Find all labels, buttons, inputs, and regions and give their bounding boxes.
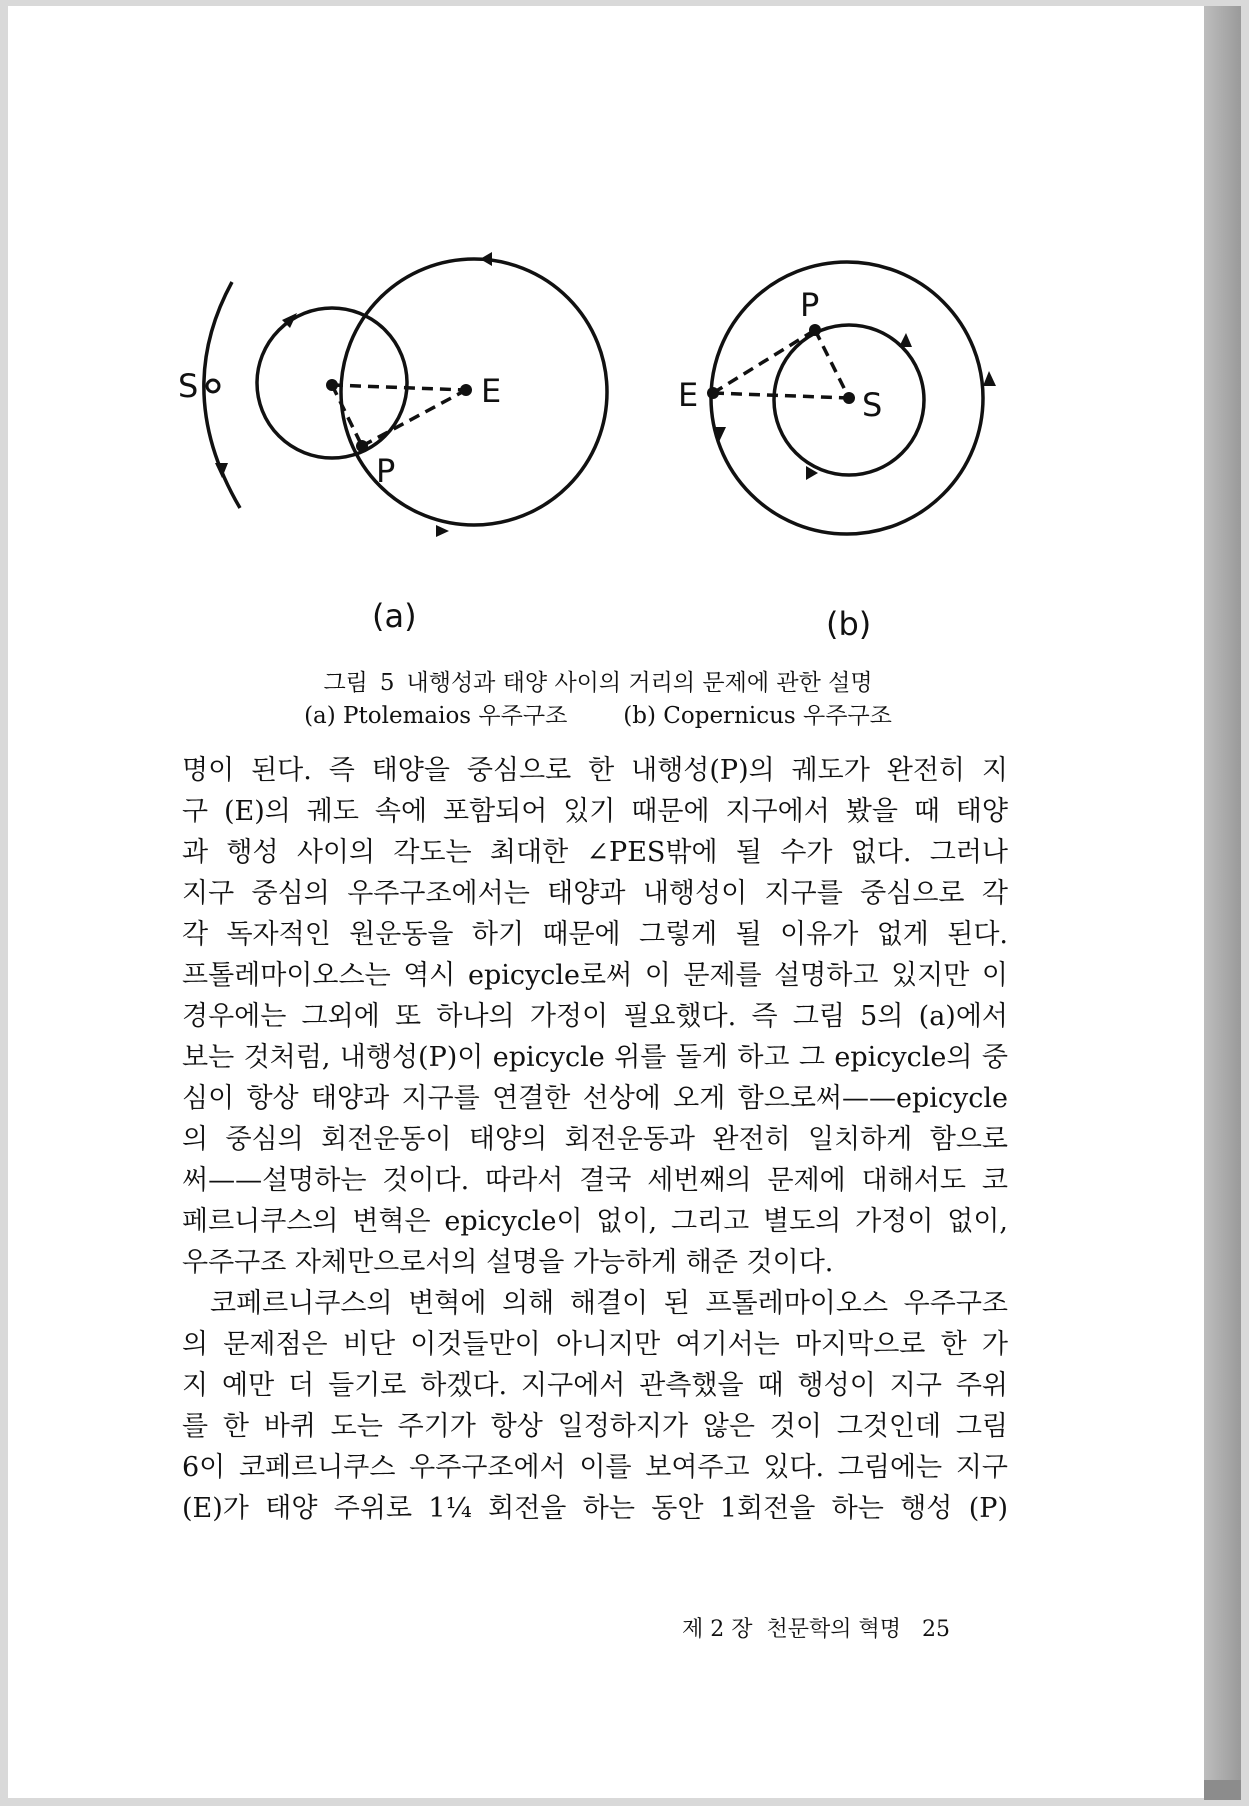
panel-a-arrow-deferent-bottom [436,525,449,537]
text-line: 의 문제점은 비단 이것들만이 아니지만 여기서는 마지막으로 한 가 [182,1329,1008,1360]
text-line: (E)가 태양 주위로 1¼ 회전을 하는 동안 1회전을 하는 행성 (P) [182,1493,1008,1524]
panel-a-label: (a) [372,597,417,635]
caption-subtitle-line [0,697,1196,730]
caption-sub-a: (a) Ptolemaios 우주구조 [304,703,568,729]
caption-prefix: 그림 [323,670,368,696]
panel-b-earth-label: E [678,376,699,414]
text-line: 지 예만 더 들기로 하겠다. 지구에서 관측했을 때 행성이 지구 주위 [182,1370,1008,1401]
panel-b-planet-point [809,324,821,336]
panel-a-epicycle-center [326,379,338,391]
caption-title: 내행성과 태양 사이의 거리의 문제에 관한 설명 [406,670,873,696]
panel-a-arrow-sun-orbit [215,463,228,478]
text-line: 각 독자적인 원운동을 하기 때문에 그렇게 될 이유가 없게 된다. [182,919,1008,950]
panel-b-sun-label: S [862,386,883,424]
text-line: 심이 항상 태양과 지구를 연결한 선상에 오게 함으로써——epicycle [182,1083,1008,1114]
panel-b-earth-point [707,387,719,399]
text-line: 써——설명하는 것이다. 따라서 결국 세번째의 문제에 대해서도 코 [182,1165,1008,1196]
panel-a-arrow-deferent-top [480,252,492,266]
text-line: 과 행성 사이의 각도는 최대한 ∠PES밖에 될 수가 없다. 그러나 [182,837,1008,868]
panel-a-sun-label: S [178,367,199,405]
panel-b-line-e-p [713,330,815,393]
panel-b-planet-label: P [800,286,820,324]
text-line: 경우에는 그외에 또 하나의 가정이 필요했다. 즉 그림 5의 (a)에서 [182,1001,1008,1032]
text-line: 구 (E)의 궤도 속에 포함되어 있기 때문에 지구에서 봤을 때 태양 [182,796,1008,827]
folio-chapter-title: 천문학의 혁명 [766,1617,902,1642]
page-edge-shadow [1204,1780,1241,1800]
panel-b-sun-point [843,392,855,404]
caption-number: 5 [379,670,395,696]
text-line: 보는 것처럼, 내행성(P)이 epicycle 위를 돌게 하고 그 epicycle의 중 [182,1042,1008,1073]
panel-a-line-pe [332,385,466,390]
text-line: 를 한 바퀴 도는 주기가 항상 일정하지가 않은 것이 그것인데 그림 [182,1411,1008,1442]
panel-a-planet-point [356,440,368,452]
panel-b-line-p-s [815,330,849,398]
text-line: 페르니쿠스의 변혁은 epicycle이 없이, 그리고 별도의 가정이 없이, [182,1206,1008,1237]
caption-title-line [0,664,1196,697]
panel-b-arrow-outer-right [983,371,996,386]
text-line: 6이 코페르니쿠스 우주구조에서 이를 보여주고 있다. 그림에는 지구 [182,1452,1008,1483]
text-line: 우주구조 자체만으로서의 설명을 가능하게 해준 것이다. [182,1247,834,1278]
panel-b-arrow-inner-right [899,333,912,347]
folio-chapter: 제 2 장 [682,1617,753,1642]
figure-5 [0,0,1249,680]
text-line: 의 중심의 회전운동이 태양의 회전운동과 완전히 일치하게 함으로 [182,1124,1008,1155]
panel-a-sun-point [207,380,219,392]
text-line: 지구 중심의 우주구조에서는 태양과 내행성이 지구를 중심으로 각 [182,878,1008,909]
panel-a-earth-label: E [481,372,502,410]
body-text [182,750,1008,1529]
panel-a-planet-label: P [376,452,396,490]
panel-a-earth-point [460,384,472,396]
text-line: 프톨레마이오스는 역시 epicycle로써 이 문제를 설명하고 있지만 이 [182,960,1008,991]
running-footer [682,1612,950,1643]
panel-b-label: (b) [826,605,872,643]
text-line: 명이 된다. 즉 태양을 중심으로 한 내행성(P)의 궤도가 완전히 지 [182,755,1008,786]
panel-b-line-e-s [713,393,849,398]
folio-page-number: 25 [922,1617,950,1642]
figure-5-diagrams [0,0,1249,680]
caption-sub-b: (b) Copernicus 우주구조 [623,703,892,729]
text-line: 코페르니쿠스의 변혁에 의해 해결이 된 프톨레마이오스 우주구조 [210,1288,1008,1319]
panel-a-line-p-e [362,390,466,446]
